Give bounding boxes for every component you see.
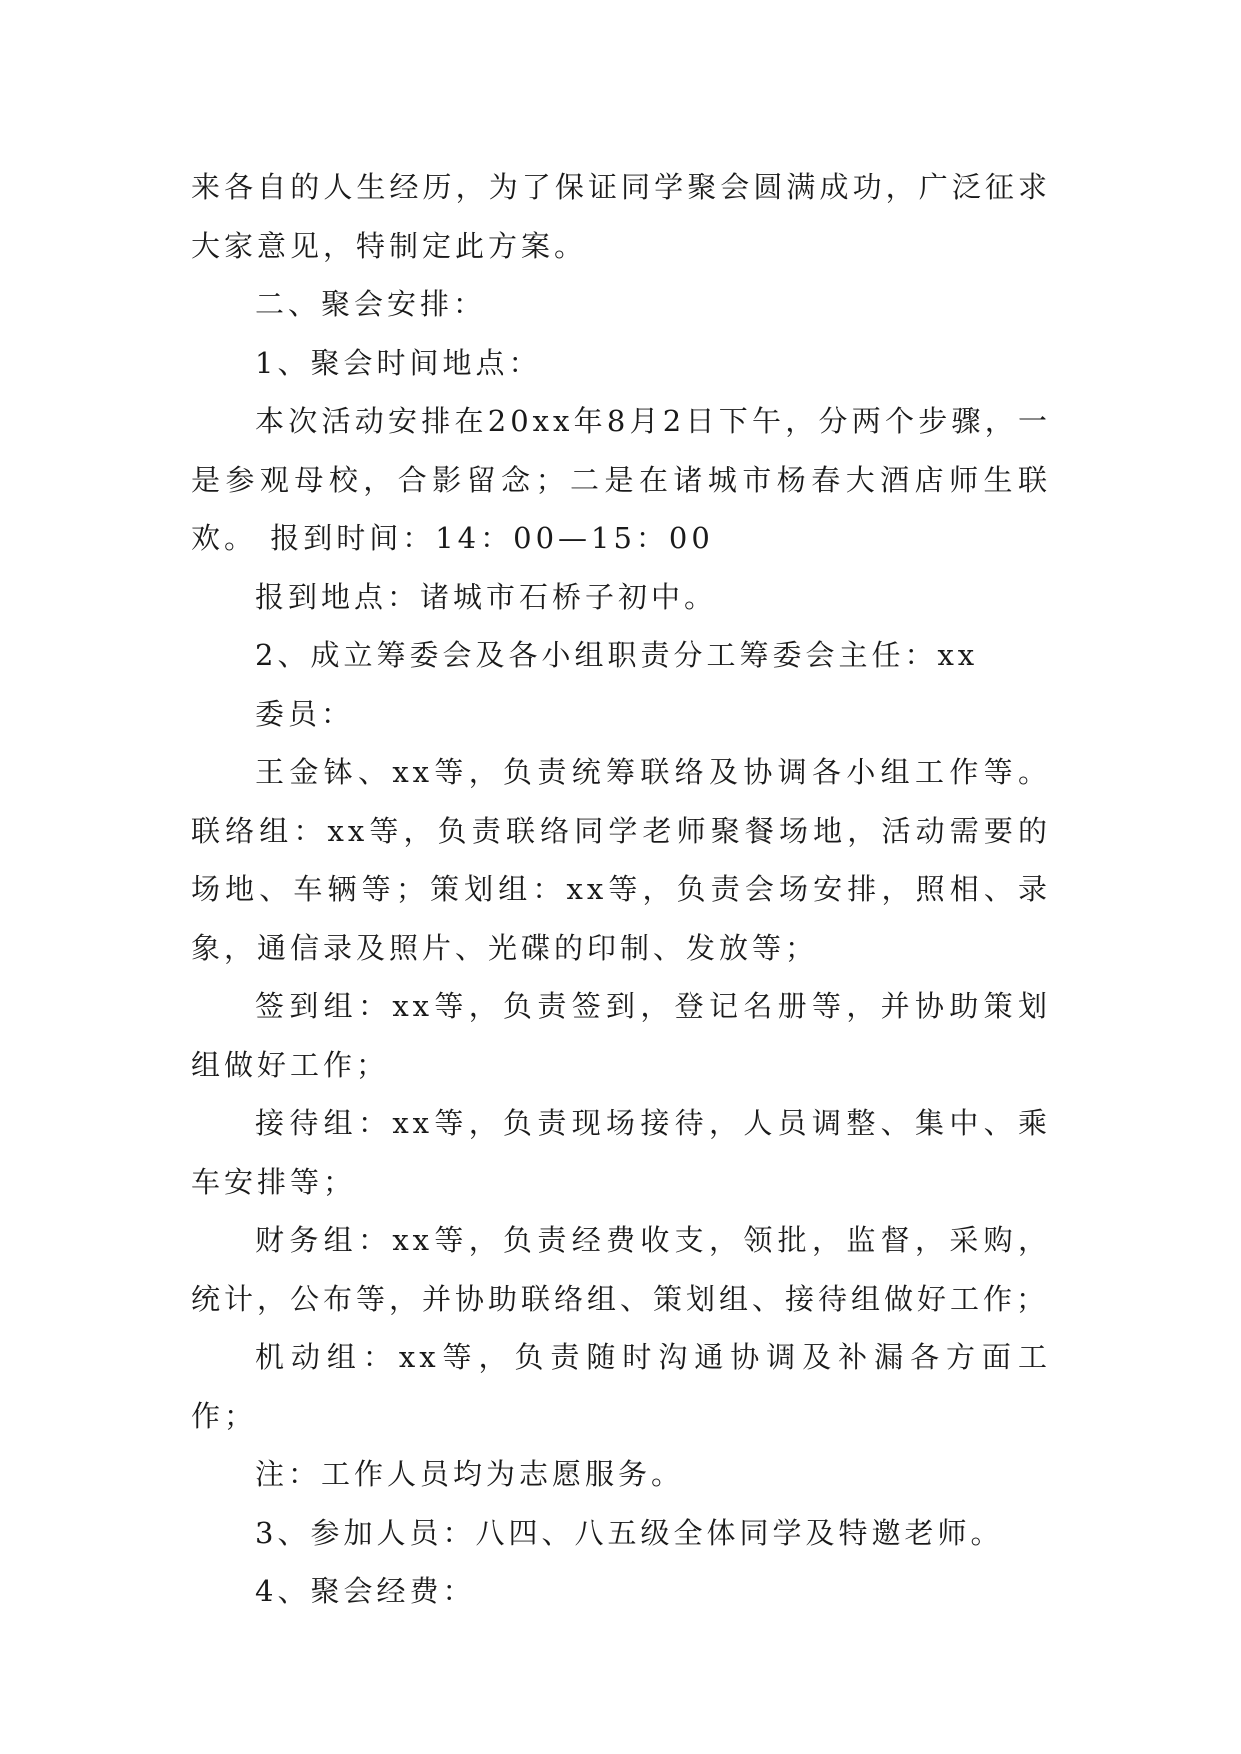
subheading-funding: 4、聚会经费：	[255, 1574, 476, 1608]
paragraph-schedule: 本次活动安排在20xx年8月2日下午，分两个步骤，一是参观母校，合影留念；二是在诸城市杨春大酒店师生联欢。 报到时间：14：00—15：00	[191, 404, 1051, 555]
paragraph-finance-group: 财务组：xx等，负责经费收支，领批，监督，采购，统计，公布等，并协助联络组、策划组、接待组做好工作；	[191, 1223, 1051, 1316]
paragraph-mobile-group: 机动组：xx等，负责随时沟通协调及补漏各方面工作；	[191, 1340, 1051, 1433]
paragraph-coordination-groups: 王金钵、xx等，负责统筹联络及协调各小组工作等。联络组：xx等，负责联络同学老师聚餐场地，活动需要的场地、车辆等；策划组：xx等，负责会场安排，照相、录象，通信录及照片、光碟的印制、发放等；	[191, 755, 1051, 965]
paragraph-reception-group: 接待组：xx等，负责现场接待，人员调整、集中、乘车安排等；	[191, 1106, 1051, 1199]
document-body	[191, 158, 1051, 1621]
section-heading-arrangement: 二、聚会安排：	[255, 287, 487, 321]
subheading-committee: 2、成立筹委会及各小组职责分工筹委会主任：xx	[255, 638, 979, 672]
paragraph-volunteer-note: 注：工作人员均为志愿服务。	[255, 1457, 685, 1491]
paragraph-members-label: 委员：	[255, 696, 355, 731]
paragraph-intro-continuation: 来各自的人生经历，为了保证同学聚会圆满成功，广泛征求大家意见，特制定此方案。	[191, 170, 1051, 263]
paragraph-signin-group: 签到组：xx等，负责签到，登记名册等，并协助策划组做好工作；	[191, 989, 1051, 1082]
paragraph-checkin-location: 报到地点：诸城市石桥子初中。	[255, 579, 718, 614]
subheading-time-location: 1、聚会时间地点：	[255, 345, 542, 380]
subheading-participants: 3、参加人员：八四、八五级全体同学及特邀老师。	[255, 1515, 1004, 1550]
